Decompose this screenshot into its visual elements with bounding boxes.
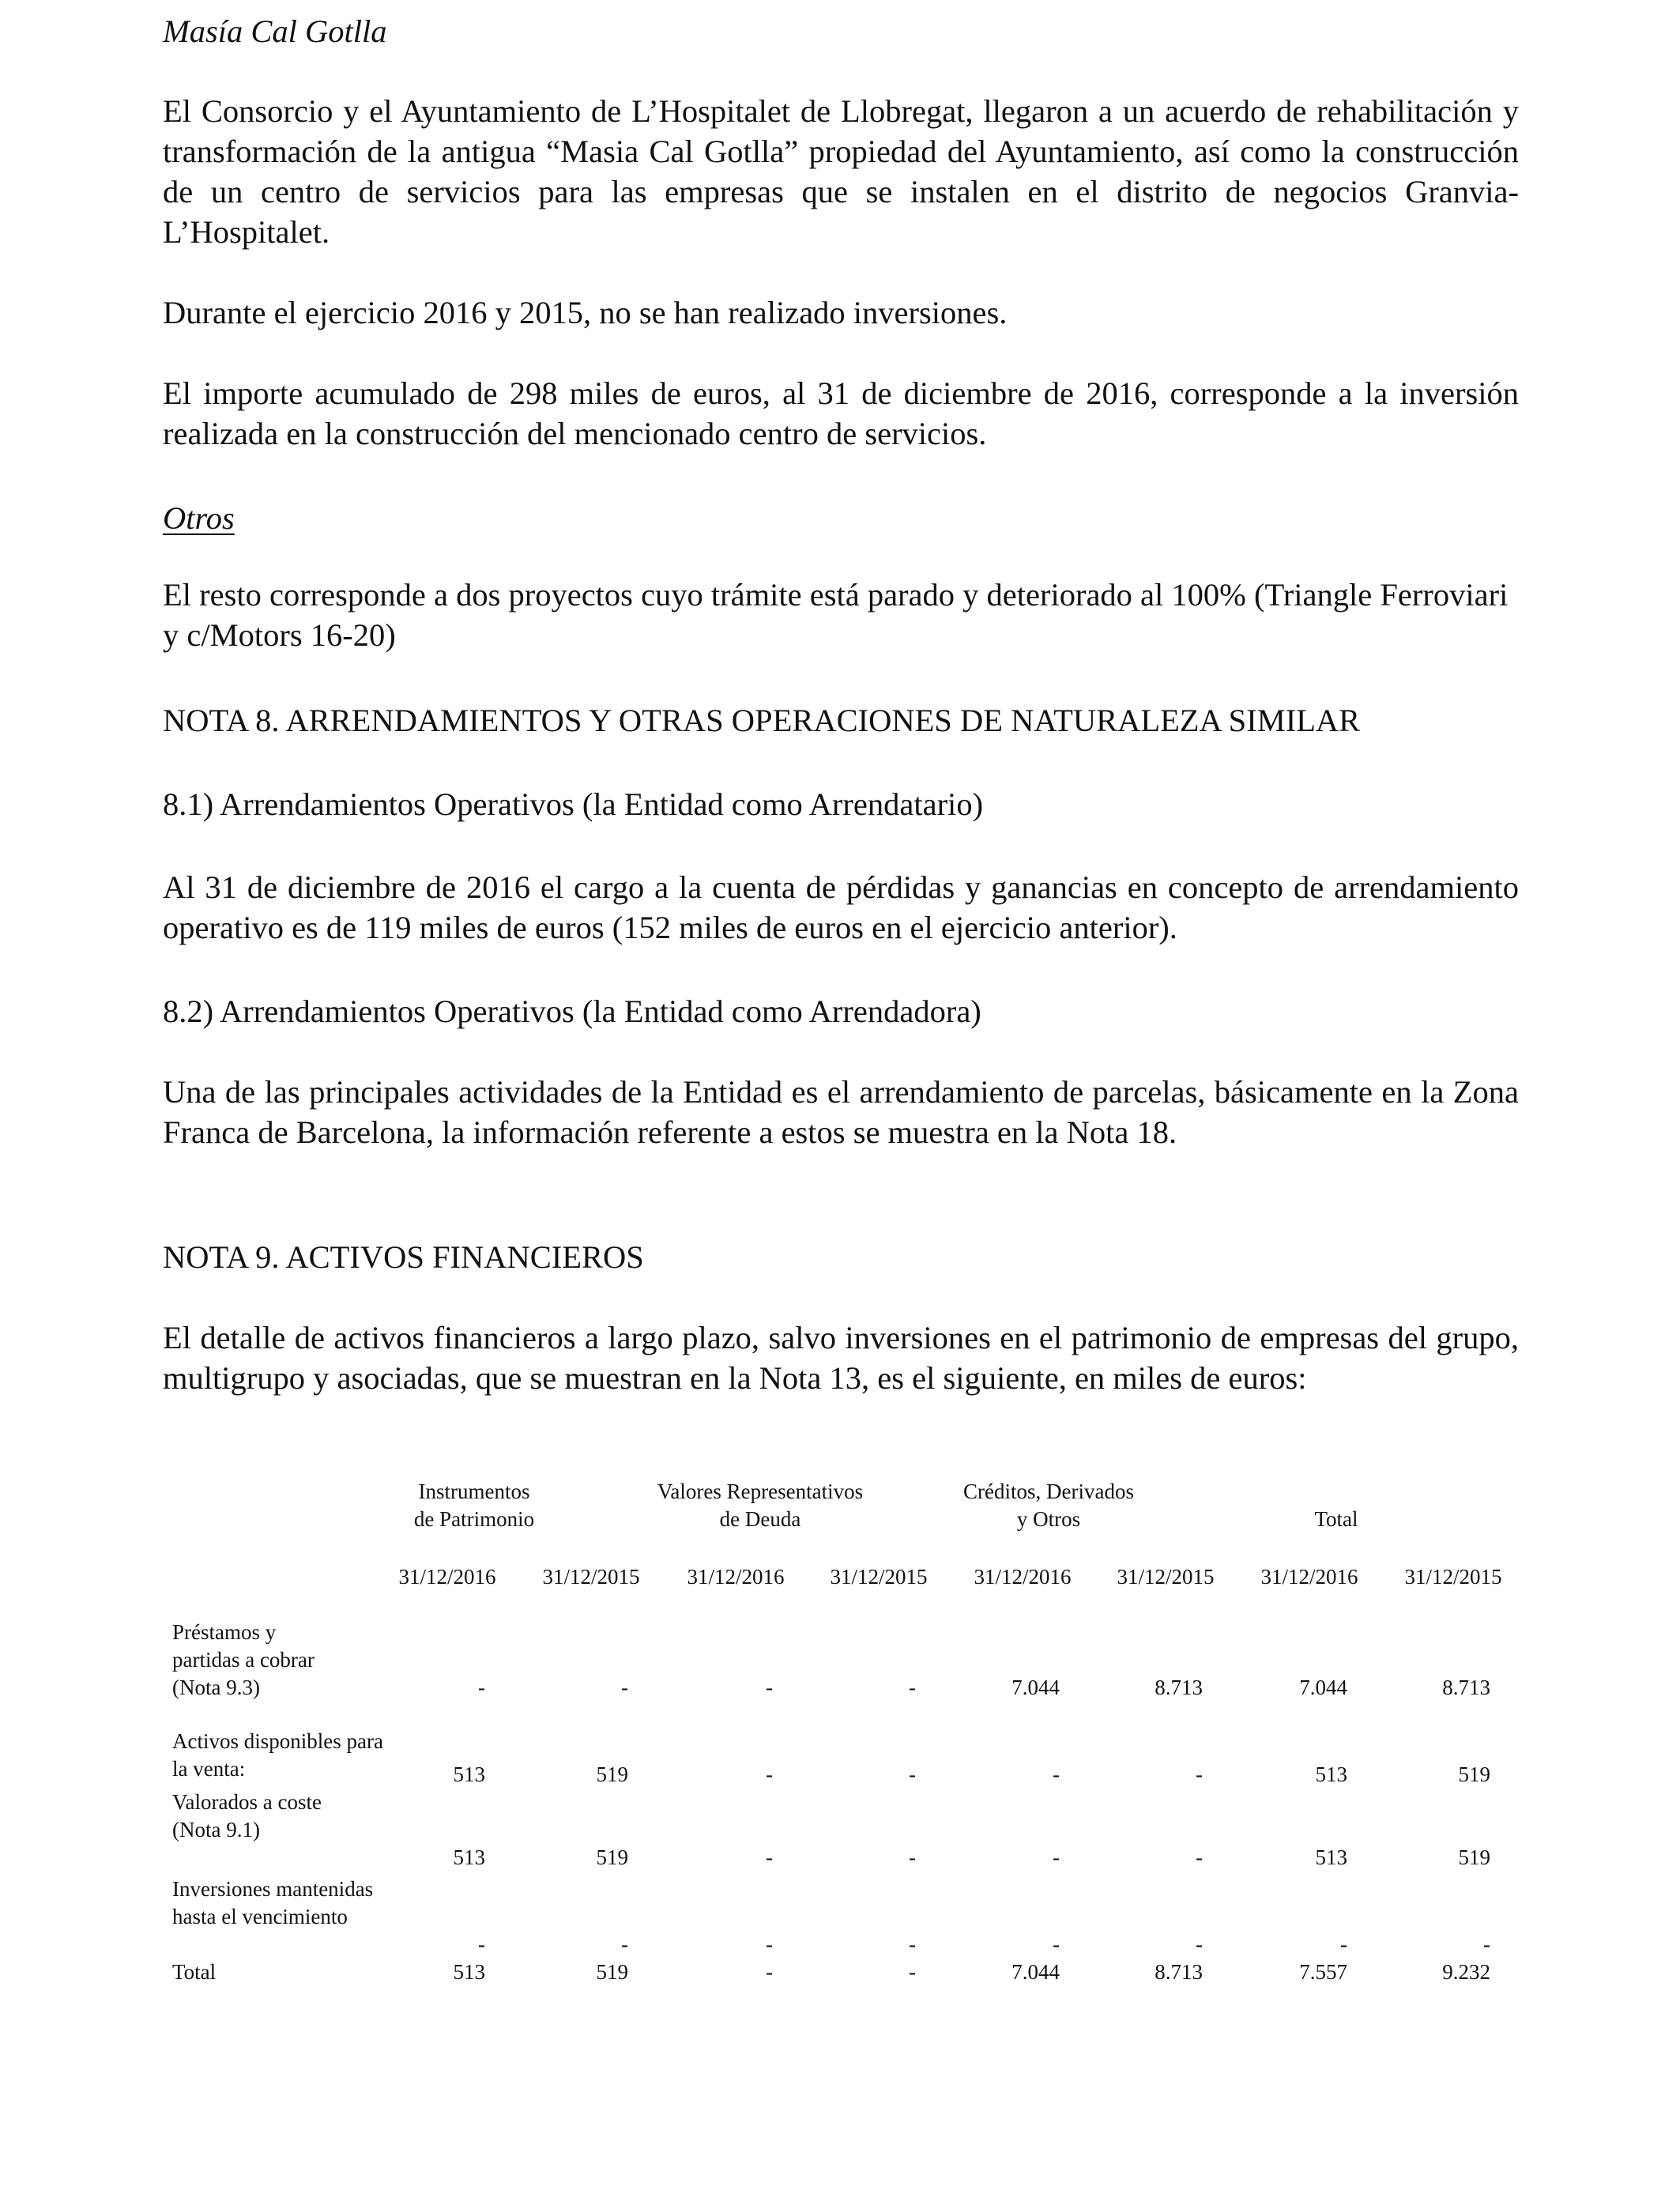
group-header-line2: de Deuda — [719, 1507, 801, 1531]
table-cell: 8.713 — [1155, 1960, 1203, 1984]
paragraph-nota8-arrendadora: Una de las principales actividades de la Entidad es el arrendamiento de parcelas, básicamente en la Zona Franca de Barcelona, la información referente a estos se muestra en la Nota 18. — [163, 1074, 1519, 1150]
nota8-subheading-arrendatario: 8.1) Arrendamientos Operativos (la Entidad como Arrendatario) — [163, 786, 984, 822]
nota8-heading: NOTA 8. ARRENDAMIENTOS Y OTRAS OPERACIONES DE NATURALEZA SIMILAR — [163, 703, 1361, 738]
table-cell: 513 — [453, 1960, 485, 1984]
table-row-label: Valorados a coste (Nota 9.1) — [172, 1790, 322, 1842]
table-row-label: Préstamos y partidas a cobrar (Nota 9.3) — [172, 1620, 315, 1699]
table-cell: 519 — [596, 1762, 628, 1786]
table-row-label: Activos disponibles para la venta: — [172, 1729, 383, 1781]
table-date-header: 31/12/2016 — [398, 1565, 496, 1589]
group-header-line2: y Otros — [1016, 1507, 1081, 1531]
table-date-header: 31/12/2015 — [830, 1565, 928, 1589]
table-group-header — [938, 1478, 1159, 1533]
paragraph-masia-agreement: El Consorcio y el Ayuntamiento de L’Hospitalet de Llobregat, llegaron a un acuerdo de rehabilitación y transformación de la antigua “Masia Cal Gotlla” propiedad del Ayuntamiento, así como la construcción de un centro de servicios para las empresas que se instalen en el distrito de negocios Granvia-L’Hospitalet. — [163, 93, 1519, 250]
table-date-header: 31/12/2015 — [1117, 1565, 1215, 1589]
section-heading-masia: Masía Cal Gotlla — [163, 13, 387, 49]
table-cell: - — [621, 1676, 628, 1699]
table-group-header — [363, 1478, 585, 1533]
table-cell: - — [909, 1845, 916, 1869]
table-cell: - — [909, 1762, 916, 1786]
table-cell: 519 — [1458, 1762, 1490, 1786]
table-cell: 519 — [596, 1845, 628, 1869]
table-cell: - — [766, 1845, 773, 1869]
group-header-line2: de Patrimonio — [413, 1507, 535, 1531]
table-cell: 7.557 — [1299, 1960, 1347, 1984]
table-cell: - — [1053, 1932, 1060, 1956]
table-cell: 513 — [453, 1845, 485, 1869]
table-row-label: Inversiones mantenidas hasta el vencimiento — [172, 1877, 374, 1928]
table-date-header: 31/12/2016 — [1260, 1565, 1358, 1589]
group-header-line2: Total — [1314, 1507, 1358, 1531]
group-header-line1: Valores Representativos — [657, 1480, 864, 1503]
table-date-header: 31/12/2015 — [1404, 1565, 1502, 1589]
nota9-heading: NOTA 9. ACTIVOS FINANCIEROS — [163, 1239, 644, 1275]
paragraph-nota9-intro: El detalle de activos financieros a largo plazo, salvo inversiones en el patrimonio de empresas del grupo, multigrupo y asociadas, que se muestran en la Nota 13, es el siguiente, en miles de euros: — [163, 1320, 1519, 1396]
table-cell: 8.713 — [1442, 1676, 1490, 1699]
table-cell: - — [1053, 1762, 1060, 1786]
table-cell: - — [478, 1932, 485, 1956]
table-group-header — [650, 1478, 871, 1533]
table-cell: 519 — [596, 1960, 628, 1984]
table-cell: 7.044 — [1011, 1960, 1060, 1984]
group-header-line1: Instrumentos — [418, 1480, 530, 1503]
table-row-label-total: Total — [172, 1960, 217, 1984]
financial-assets-table — [163, 1478, 1519, 2015]
table-cell: 9.232 — [1442, 1960, 1490, 1984]
table-cell: 513 — [1315, 1845, 1347, 1869]
table-cell: - — [1196, 1932, 1203, 1956]
table-cell: 7.044 — [1011, 1676, 1060, 1699]
table-date-header: 31/12/2015 — [542, 1565, 640, 1589]
table-cell: - — [909, 1676, 916, 1699]
table-cell: - — [1196, 1762, 1203, 1786]
section-heading-otros: Otros — [163, 500, 235, 536]
table-cell: - — [621, 1932, 628, 1956]
paragraph-nota8-arrendatario: Al 31 de diciembre de 2016 el cargo a la cuenta de pérdidas y ganancias en concepto de arrendamiento operativo es de 119 miles de euros (152 miles de euros en el ejercicio anterior). — [163, 869, 1519, 945]
table-cell: - — [766, 1960, 773, 1984]
table-cell: - — [766, 1676, 773, 1699]
table-cell: - — [478, 1676, 485, 1699]
nota8-subheading-arrendadora: 8.2) Arrendamientos Operativos (la Entidad como Arrendadora) — [163, 993, 981, 1029]
group-header-line1 — [1226, 1478, 1447, 1506]
table-cell: - — [909, 1932, 916, 1956]
table-cell: 519 — [1458, 1845, 1490, 1869]
table-date-header: 31/12/2016 — [974, 1565, 1072, 1589]
paragraph-masia-no-investments: Durante el ejercicio 2016 y 2015, no se han realizado inversiones. — [163, 295, 1008, 330]
table-cell: - — [766, 1932, 773, 1956]
document-page — [163, 0, 1519, 2194]
paragraph-masia-accumulated: El importe acumulado de 298 miles de euros, al 31 de diciembre de 2016, corresponde a la inversión realizada en la construcción del mencionado centro de servicios. — [163, 375, 1519, 451]
paragraph-otros: El resto corresponde a dos proyectos cuyo trámite está parado y deteriorado al 100% (Triangle Ferroviari y c/Motors 16-20) — [163, 577, 1509, 653]
table-cell: - — [1196, 1845, 1203, 1869]
table-cell: 7.044 — [1299, 1676, 1347, 1699]
table-group-header — [1226, 1478, 1447, 1533]
group-header-line1: Créditos, Derivados — [963, 1480, 1134, 1503]
table-cell: - — [909, 1960, 916, 1984]
table-cell: - — [766, 1762, 773, 1786]
table-cell: 8.713 — [1155, 1676, 1203, 1699]
table-date-header: 31/12/2016 — [687, 1565, 785, 1589]
table-cell: - — [1483, 1932, 1490, 1956]
table-cell: - — [1340, 1932, 1347, 1956]
table-cell: - — [1053, 1845, 1060, 1869]
table-cell: 513 — [453, 1762, 485, 1786]
table-cell: 513 — [1315, 1762, 1347, 1786]
